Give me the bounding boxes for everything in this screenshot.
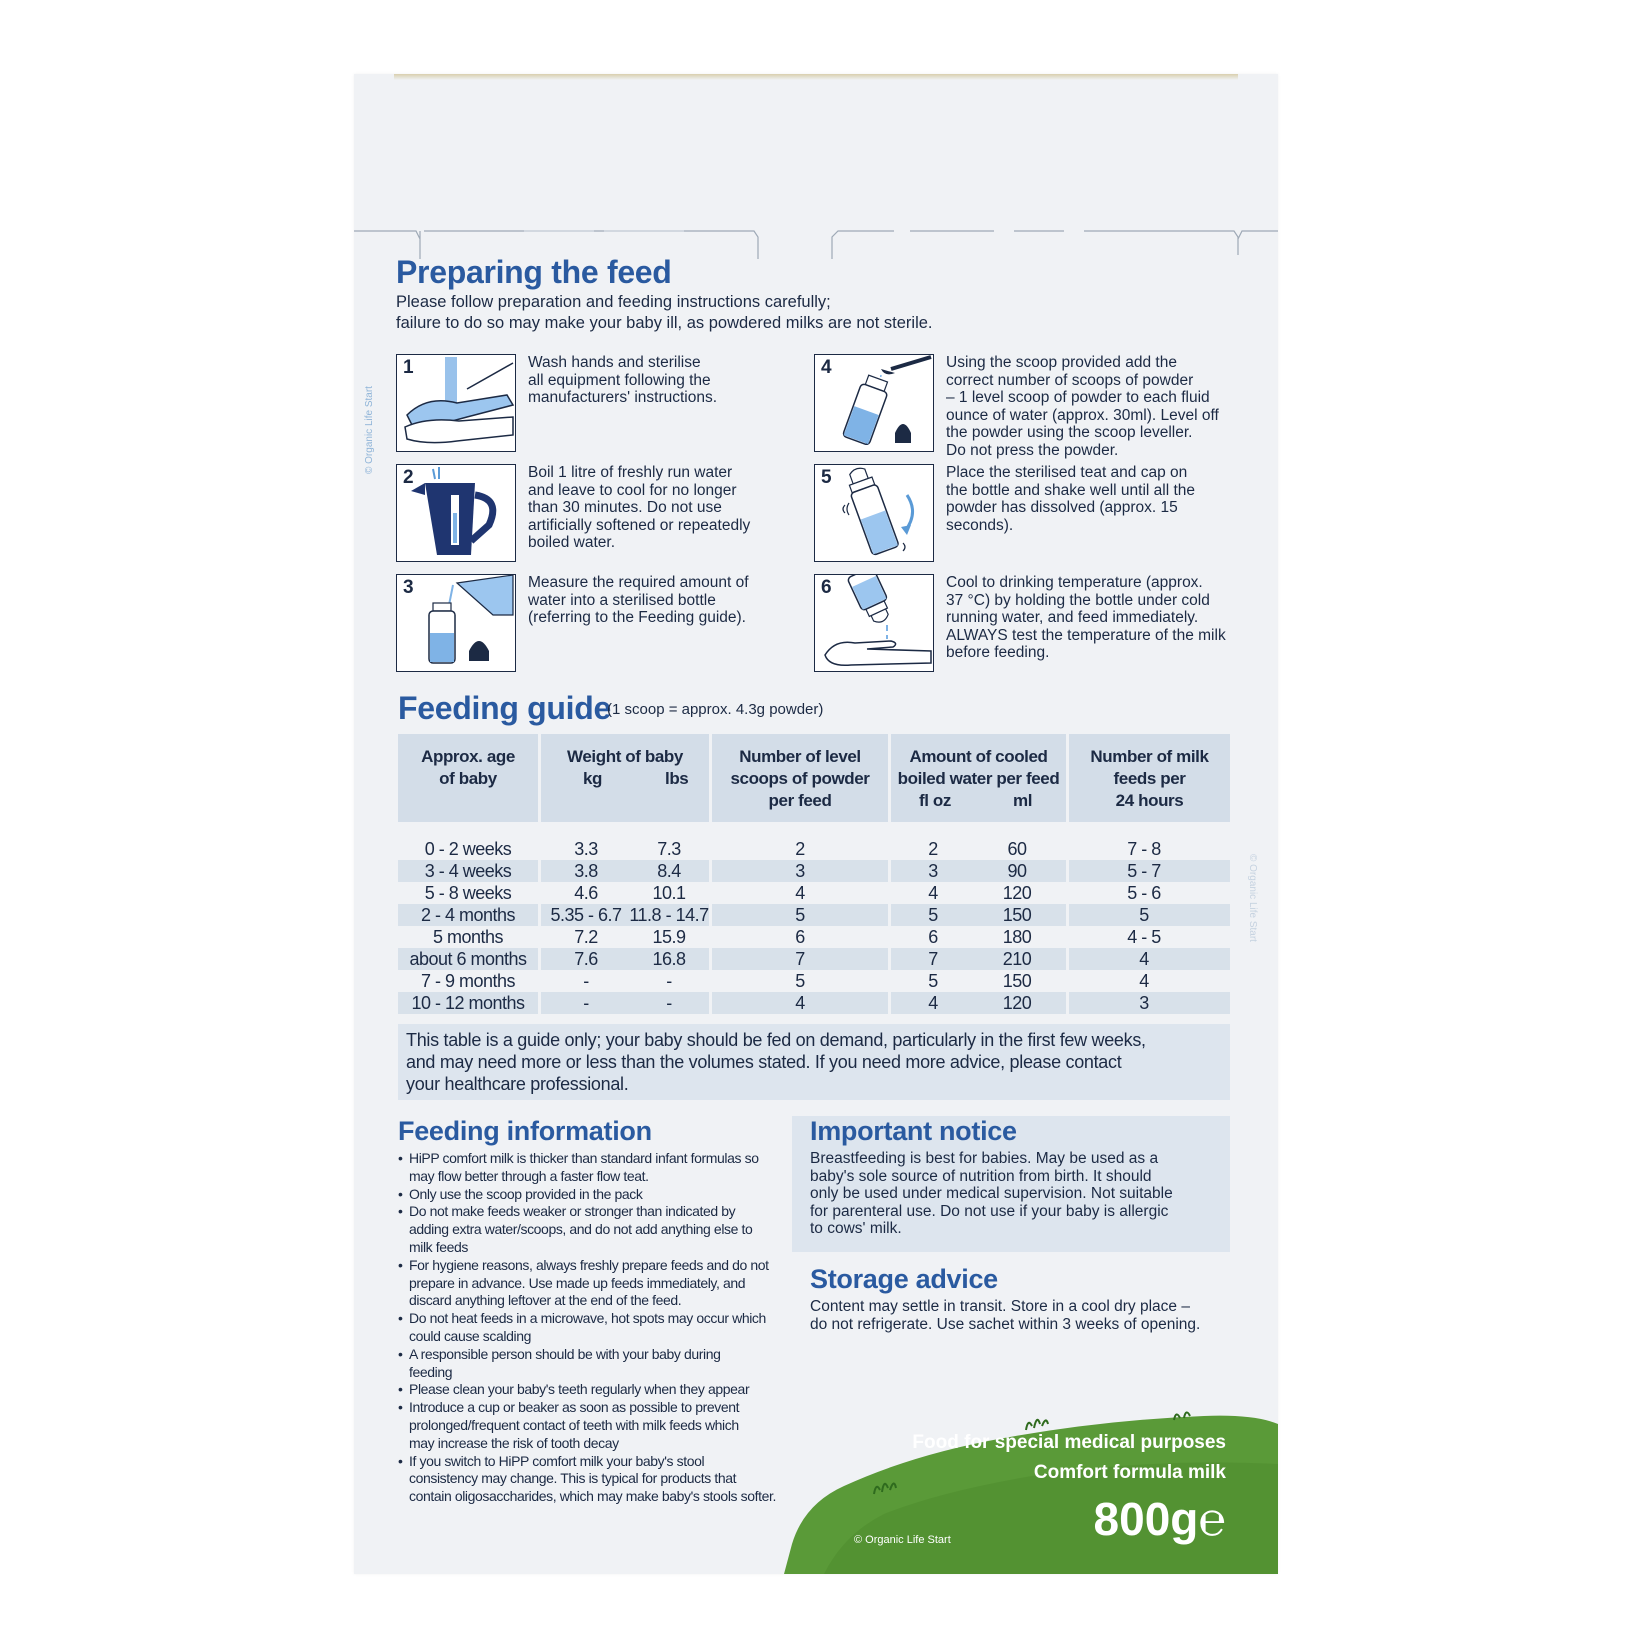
scoop-powder-icon — [815, 355, 933, 451]
feeding-info-line: • HiPP comfort milk is thicker than standard infant formulas so — [409, 1150, 759, 1166]
table-row — [398, 970, 1230, 992]
important-notice-title: Important notice — [810, 1116, 1017, 1146]
step-line: Using the scoop provided add the — [946, 354, 1177, 371]
cell-feeds: 3 — [1139, 993, 1149, 1013]
step-line: Cool to drinking temperature (approx. — [946, 574, 1203, 591]
important-notice-panel — [792, 1116, 1230, 1252]
header-line — [891, 790, 1066, 812]
note-line: and may need more or less than the volumes stated. If you need more advice, please contact — [406, 1052, 1122, 1072]
feeding-info-line: could cause scalding — [409, 1327, 531, 1344]
table-row — [398, 838, 1230, 860]
cell-scoops: 5 — [795, 905, 805, 925]
cell-lbs: - — [666, 993, 672, 1013]
step-line: seconds). — [946, 516, 1014, 534]
header-line: scoops of powder — [730, 769, 870, 788]
step-line: Do not press the powder. — [946, 441, 1119, 459]
cell-kg: - — [583, 993, 589, 1013]
step-line: Boil 1 litre of freshly run water — [528, 464, 733, 481]
feeding-info-line: • Please clean your baby's teeth regularly when they appear — [409, 1381, 750, 1398]
cell-feeds: 7 - 8 — [1127, 839, 1161, 859]
table-note — [398, 1024, 1230, 1100]
formula-box-back-panel — [354, 74, 1278, 1574]
cell-lbs: 16.8 — [652, 949, 686, 969]
header-line: feeds per — [1113, 769, 1186, 788]
table-header — [398, 734, 1230, 822]
preparing-title: Preparing the feed — [396, 254, 672, 290]
step-text — [528, 574, 828, 627]
cell-ml: 60 — [1007, 839, 1027, 859]
cell-floz: 3 — [928, 861, 938, 881]
test-temperature-icon — [815, 575, 933, 671]
scoop-note: (1 scoop = approx. 4.3g powder) — [607, 701, 824, 718]
feeding-info-line: • Introduce a cup or beaker as soon as possible to prevent — [409, 1399, 740, 1416]
header-scoops — [712, 734, 888, 822]
notice-line: Breastfeeding is best for babies. May be used as a — [810, 1150, 1159, 1167]
feeding-info-line: contain oligosaccharides, which may make baby's stools softer. — [409, 1488, 776, 1505]
step-number: 1 — [403, 357, 414, 378]
cell-kg: - — [583, 971, 589, 991]
cell-age: 2 - 4 months — [420, 905, 516, 925]
cell-ml: 120 — [1002, 993, 1032, 1013]
table-row — [398, 860, 1230, 882]
step-line: correct number of scoops of powder — [946, 371, 1194, 389]
feeding-info-line: feeding — [409, 1363, 453, 1380]
cell-scoops: 7 — [795, 949, 805, 969]
step-line: – 1 level scoop of powder to each fluid — [946, 389, 1210, 406]
step-3-illustration — [396, 574, 516, 672]
badge-line-2: Comfort formula milk — [1033, 1462, 1226, 1483]
header-line: 24 hours — [1115, 791, 1184, 810]
step-line: Place the sterilised teat and cap on — [946, 464, 1188, 481]
step-text — [528, 354, 828, 407]
side-copyright-text: © Organic Life Start — [364, 386, 375, 474]
cell-age: 10 - 12 months — [411, 993, 525, 1013]
cell-floz: 4 — [928, 993, 938, 1013]
column-divider — [1066, 838, 1069, 1014]
table-row — [398, 926, 1230, 948]
cell-age: about 6 months — [409, 949, 527, 969]
cell-floz: 2 — [928, 839, 938, 859]
step-text — [946, 354, 1246, 459]
feeding-info-item — [398, 1381, 788, 1399]
table-body — [398, 838, 1230, 1014]
storage-line: Content may settle in transit. Store in a cool dry place – — [810, 1298, 1190, 1315]
feeding-info-title: Feeding information — [398, 1116, 652, 1146]
step-2-illustration — [396, 464, 516, 562]
cell-scoops: 3 — [795, 861, 805, 881]
step-line: powder has dissolved (approx. 15 — [946, 499, 1178, 516]
cell-floz: 7 — [928, 949, 938, 969]
note-line: This table is a guide only; your baby should be fed on demand, particularly in the first few weeks, — [406, 1030, 1146, 1050]
feeding-info-line: • A responsible person should be with your baby during — [409, 1345, 721, 1362]
column-divider — [538, 838, 541, 1014]
feeding-table — [398, 734, 1230, 1013]
side-copyright-text-right: © Organic Life Start — [1247, 854, 1258, 942]
header-floz: fl oz — [919, 791, 951, 810]
feeding-info-item — [398, 1186, 788, 1204]
cell-scoops: 5 — [795, 971, 805, 991]
storage-line: do not refrigerate. Use sachet within 3 weeks of opening. — [810, 1316, 1201, 1333]
cell-age: 3 - 4 weeks — [424, 861, 512, 881]
cell-floz: 4 — [928, 883, 938, 903]
header-age — [398, 734, 538, 822]
cell-scoops: 4 — [795, 993, 805, 1013]
table-row — [398, 992, 1230, 1014]
feeding-info-item — [398, 1310, 788, 1346]
step-2 — [396, 464, 826, 568]
notice-line: to cows' milk. — [810, 1220, 902, 1237]
cell-ml: 150 — [1002, 971, 1032, 991]
cell-scoops: 6 — [795, 927, 805, 947]
step-line: manufacturers' instructions. — [528, 389, 718, 406]
step-number: 2 — [403, 467, 414, 488]
feeding-info-line: • For hygiene reasons, always freshly prepare feeds and do not — [409, 1256, 769, 1273]
cell-lbs: 15.9 — [652, 927, 686, 947]
cell-ml: 150 — [1002, 905, 1032, 925]
step-line: running water, and feed immediately. — [946, 609, 1199, 626]
cell-kg: 3.8 — [574, 861, 598, 881]
notice-line: baby's sole source of nutrition from birth. It should — [810, 1167, 1152, 1185]
step-5 — [814, 464, 1244, 568]
feeding-info-line: milk feeds — [409, 1238, 469, 1255]
feeding-guide-title: Feeding guide — [398, 690, 611, 726]
box-top-edge — [394, 74, 1238, 80]
feeding-info-line: consistency may change. This is typical for products that — [409, 1470, 737, 1487]
cell-lbs: 10.1 — [652, 883, 686, 903]
cell-feeds: 4 - 5 — [1127, 927, 1161, 947]
feeding-info-item — [398, 1203, 788, 1256]
feeding-info-item — [398, 1399, 788, 1452]
feeding-info-line: • Only use the scoop provided in the pack — [409, 1185, 643, 1202]
feeding-info-line: may flow better through a faster flow teat. — [409, 1167, 649, 1184]
header-kg: kg — [583, 769, 603, 788]
washing-hands-icon — [397, 355, 515, 451]
cell-floz: 5 — [928, 971, 938, 991]
cell-lbs: - — [666, 971, 672, 991]
step-line: the powder using the scoop leveller. — [946, 424, 1193, 441]
cell-kg: 7.6 — [574, 949, 598, 969]
cell-age: 5 - 8 weeks — [424, 883, 512, 903]
step-number: 6 — [821, 577, 832, 598]
cell-kg: 4.6 — [574, 883, 598, 903]
step-line: Measure the required amount of — [528, 574, 749, 591]
header-line: Weight of baby — [567, 747, 683, 766]
intro-line: Please follow preparation and feeding instructions carefully; — [396, 293, 831, 311]
cell-ml: 210 — [1002, 949, 1032, 969]
cell-kg: 3.3 — [574, 839, 598, 859]
cell-lbs: 7.3 — [657, 839, 681, 859]
cell-floz: 5 — [928, 905, 938, 925]
step-line: the bottle and shake well until all the — [946, 481, 1196, 499]
feeding-info-list — [398, 1150, 788, 1506]
column-divider — [709, 838, 712, 1014]
feeding-info-line: prolonged/frequent contact of teeth with milk feeds which — [409, 1416, 739, 1433]
step-number: 3 — [403, 577, 414, 598]
feeding-info-line: • If you switch to HiPP comfort milk your baby's stool — [409, 1452, 705, 1469]
storage-text — [810, 1298, 1200, 1334]
header-line — [541, 768, 709, 790]
bottle-measure-icon — [397, 575, 515, 671]
step-text — [528, 464, 828, 552]
table-row — [398, 882, 1230, 904]
step-1-illustration — [396, 354, 516, 452]
intro-line: failure to do so may make your baby ill, as powdered milks are not sterile. — [396, 314, 933, 332]
header-water — [891, 734, 1066, 822]
feeding-info-line: prepare in advance. Use made up feeds immediately, and — [409, 1274, 746, 1291]
step-line: water into a sterilised bottle — [528, 591, 716, 609]
feeding-info-line: • Do not heat feeds in a microwave, hot spots may occur which — [409, 1310, 766, 1327]
cell-kg: 5.35 - 6.7 — [550, 905, 622, 925]
table-row — [398, 904, 1230, 926]
feeding-info-line: may increase the risk of tooth decay — [409, 1434, 619, 1451]
preparing-intro — [396, 292, 1156, 334]
step-4 — [814, 354, 1244, 458]
header-line: per feed — [768, 791, 832, 810]
header-line: Approx. age — [421, 747, 515, 766]
cell-ml: 180 — [1002, 927, 1032, 947]
step-line: 37 °C) by holding the bottle under cold — [946, 591, 1210, 609]
step-line: all equipment following the — [528, 371, 711, 389]
step-line: before feeding. — [946, 644, 1050, 661]
step-line: ALWAYS test the temperature of the milk — [946, 626, 1226, 644]
step-line: (referring to the Feeding guide). — [528, 609, 746, 626]
step-text — [946, 574, 1246, 662]
feeding-info-item — [398, 1453, 788, 1506]
header-line: boiled water per feed — [897, 769, 1060, 788]
header-line: Number of milk — [1090, 747, 1209, 766]
cell-feeds: 5 - 7 — [1127, 861, 1161, 881]
step-number: 4 — [821, 357, 832, 378]
notice-line: for parenteral use. Do not use if your baby is allergic — [810, 1202, 1169, 1220]
badge-copyright: © Organic Life Start — [854, 1534, 951, 1546]
cell-lbs: 11.8 - 14.7 — [629, 905, 709, 925]
shake-bottle-icon — [815, 465, 933, 561]
cell-lbs: 8.4 — [657, 861, 681, 881]
header-weight — [541, 734, 709, 822]
badge-line-1: Food for special medical purposes — [912, 1432, 1226, 1453]
cell-age: 7 - 9 months — [420, 971, 516, 991]
step-text — [946, 464, 1246, 534]
kettle-icon — [397, 465, 515, 561]
step-line: and leave to cool for no longer — [528, 481, 737, 499]
important-notice-text — [810, 1150, 1173, 1238]
step-line: boiled water. — [528, 534, 616, 551]
step-line: artificially softened or repeatedly — [528, 516, 751, 534]
cell-scoops: 4 — [795, 883, 805, 903]
note-line: your healthcare professional. — [406, 1074, 629, 1094]
feeding-info-item — [398, 1150, 788, 1186]
feeding-info-item — [398, 1257, 788, 1310]
header-line: Number of level — [739, 747, 861, 766]
cell-age: 5 months — [432, 927, 504, 947]
notice-line: only be used under medical supervision. Not suitable — [810, 1185, 1173, 1202]
feeding-info-line: discard anything leftover at the end of the feed. — [409, 1292, 682, 1309]
storage-title: Storage advice — [810, 1264, 998, 1294]
header-ml: ml — [1013, 791, 1033, 810]
step-6-illustration — [814, 574, 934, 672]
cell-age: 0 - 2 weeks — [424, 839, 512, 859]
cell-feeds: 5 — [1139, 905, 1149, 925]
cell-feeds: 4 — [1139, 949, 1149, 969]
step-line: than 30 minutes. Do not use — [528, 499, 722, 516]
cell-feeds: 4 — [1139, 971, 1149, 991]
header-line: Amount of cooled — [909, 747, 1048, 766]
cell-kg: 7.2 — [574, 927, 598, 947]
column-divider — [888, 838, 891, 1014]
feeding-info-line: • Do not make feeds weaker or stronger than indicated by — [409, 1203, 736, 1220]
cell-ml: 90 — [1007, 861, 1027, 881]
header-line: of baby — [439, 769, 497, 788]
step-3 — [396, 574, 826, 678]
step-number: 5 — [821, 467, 832, 488]
cell-feeds: 5 - 6 — [1127, 883, 1161, 903]
header-lbs: lbs — [665, 769, 689, 788]
cell-scoops: 2 — [795, 839, 805, 859]
badge-weight: 800g℮ — [1093, 1493, 1226, 1545]
header-feeds — [1069, 734, 1230, 822]
step-4-illustration — [814, 354, 934, 452]
cell-floz: 6 — [928, 927, 938, 947]
step-1 — [396, 354, 826, 458]
step-line: ounce of water (approx. 30ml). Level off — [946, 406, 1219, 424]
step-5-illustration — [814, 464, 934, 562]
step-line: Wash hands and sterilise — [528, 354, 701, 371]
feeding-info-item — [398, 1346, 788, 1382]
table-row — [398, 948, 1230, 970]
green-grass-badge — [784, 1394, 1278, 1574]
step-6 — [814, 574, 1244, 678]
feeding-info-line: adding extra water/scoops, and do not add anything else to — [409, 1221, 753, 1238]
cell-ml: 120 — [1002, 883, 1032, 903]
